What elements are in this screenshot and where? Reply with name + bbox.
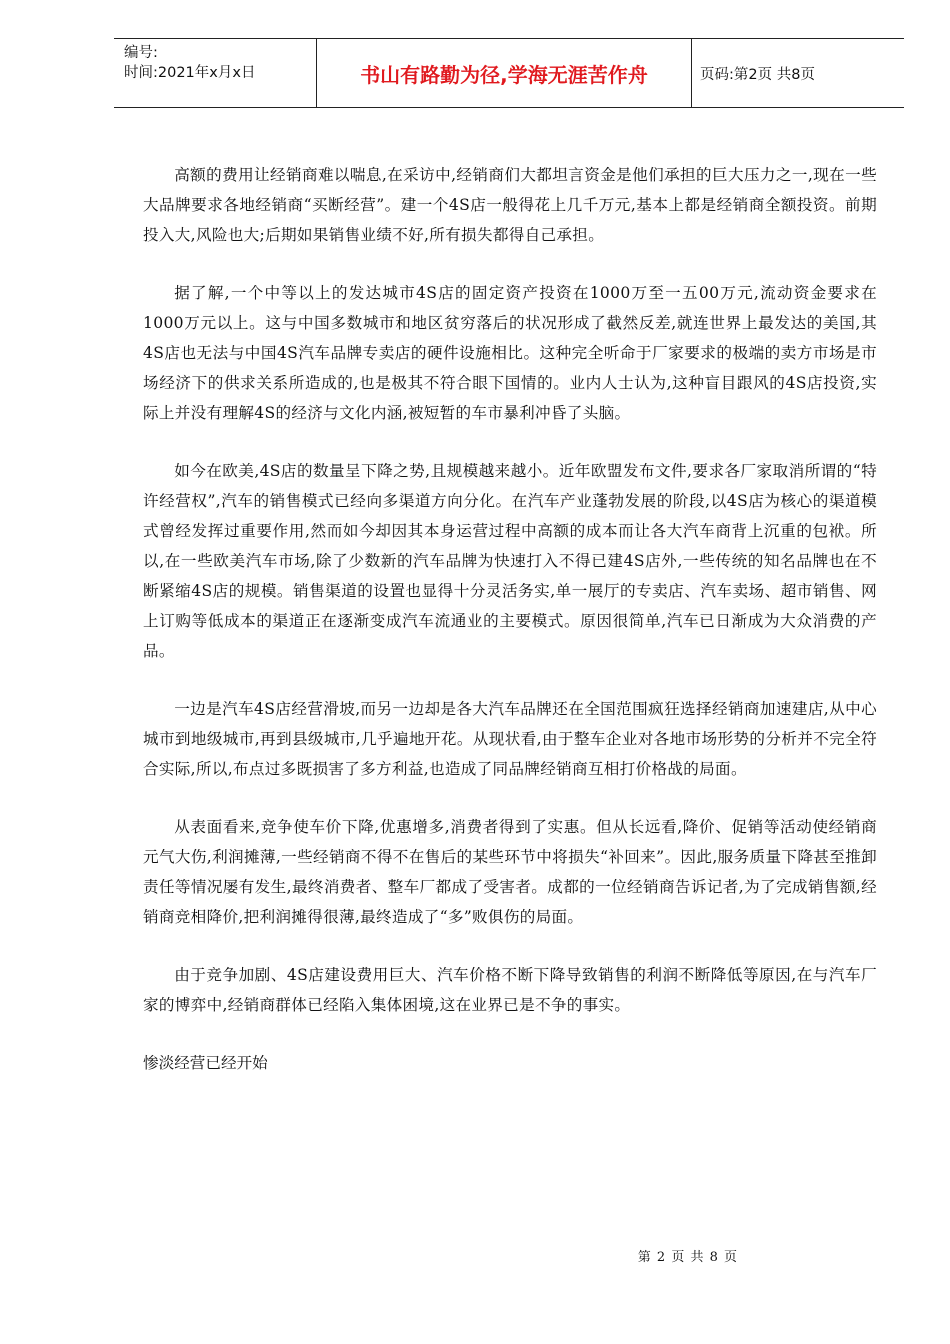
paragraph-4: 一边是汽车4S店经营滑坡,而另一边却是各大汽车品牌还在全国范围疯狂选择经销商加速建店,从中心城市到地级城市,再到县级城市,几乎遍地开花。从现状看,由于整车企业对各地市场形势的分析并不完全符合实际,所以,布点过多既损害了多方利益,也造成了同品牌经销商互相打价格战的局面。 [143, 700, 877, 778]
document-number-label: 编号: [124, 45, 158, 61]
page-header [114, 38, 904, 108]
paragraph-2: 据了解,一个中等以上的发达城市4S店的固定资产投资在1000万至一五00万元,流动资金要求在1000万元以上。这与中国多数城市和地区贫穷落后的状况形成了截然反差,就连世界上最发达的美国,其4S店也无法与中国4S汽车品牌专卖店的硬件设施相比。这种完全听命于厂家要求的极端的卖方市场是市场经济下的供求关系所造成的,也是极其不符合眼下国情的。业内人士认为,这种盲目跟风的4S店投资,实际上并没有理解4S的经济与文化内涵,被短暂的车市暴利冲昏了头脑。 [143, 284, 877, 422]
paragraph-3: 如今在欧美,4S店的数量呈下降之势,且规模越来越小。近年欧盟发布文件,要求各厂家取消所谓的“特许经营权”,汽车的销售模式已经向多渠道方向分化。在汽车产业蓬勃发展的阶段,以4S店为核心的渠道模式曾经发挥过重要作用,然而如今却因其本身运营过程中高额的成本而让各大汽车商背上沉重的包袱。所以,在一些欧美汽车市场,除了少数新的汽车品牌为快速打入不得已建4S店外,一些传统的知名品牌也在不断紧缩4S店的规模。销售渠道的设置也显得十分灵活务实,单一展厅的专卖店、汽车卖场、超市销售、网上订购等低成本的渠道正在逐渐变成汽车流通业的主要模式。原因很简单,汽车已日渐成为大众消费的产品。 [143, 462, 877, 660]
paragraph-1: 高额的费用让经销商难以喘息,在采访中,经销商们大都坦言资金是他们承担的巨大压力之一,现在一些大品牌要求各地经销商“买断经营”。建一个4S店一般得花上几千万元,基本上都是经销商全额投资。前期投入大,风险也大;后期如果销售业绩不好,所有损失都得自己承担。 [143, 166, 877, 244]
paragraph-6: 由于竞争加剧、4S店建设费用巨大、汽车价格不断下降导致销售的利润不断降低等原因,在与汽车厂家的博弈中,经销商群体已经陷入集体困境,这在业界已是不争的事实。 [143, 966, 877, 1014]
header-page-code: 页码:第2页 共8页 [700, 66, 815, 83]
header-motto: 书山有路勤为径,学海无涯苦作舟 [316, 39, 692, 107]
section-subheading: 惨淡经营已经开始 [143, 1054, 268, 1072]
document-time-label: 时间:2021年x月x日 [124, 65, 256, 81]
header-meta [114, 39, 316, 107]
page-footer: 第 2 页 共 8 页 [637, 1250, 738, 1265]
paragraph-5: 从表面看来,竞争使车价下降,优惠增多,消费者得到了实惠。但从长远看,降价、促销等活动使经销商元气大伤,利润摊薄,一些经销商不得不在售后的某些环节中将损失“补回来”。因此,服务质量下降甚至推卸责任等情况屡有发生,最终消费者、整车厂都成了受害者。成都的一位经销商告诉记者,为了完成销售额,经销商竞相降价,把利润摊得很薄,最终造成了“多”败俱伤的局面。 [143, 818, 877, 926]
document-body [143, 160, 877, 1078]
